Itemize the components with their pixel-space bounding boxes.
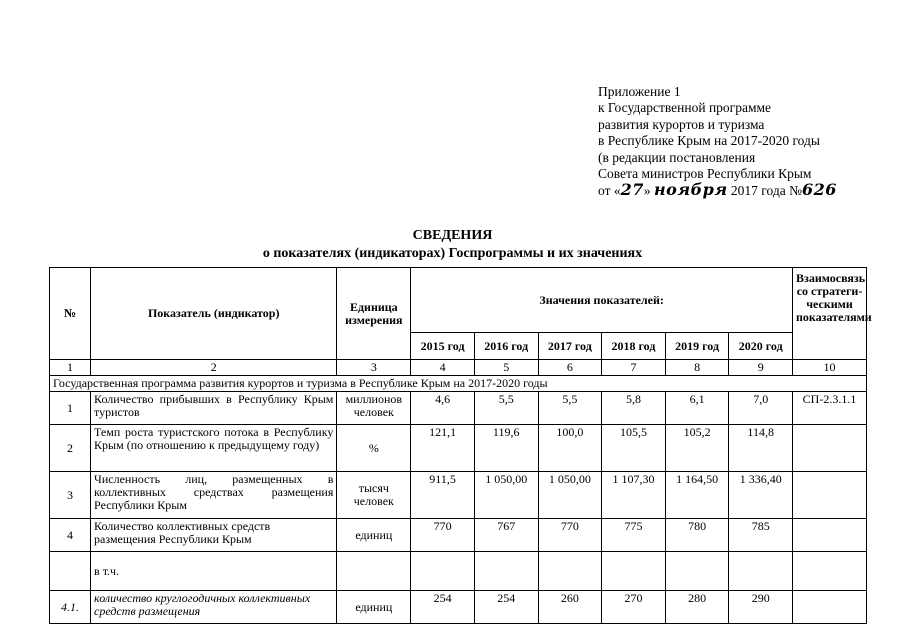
handwritten-day: 27 [620,180,644,200]
row-num: 4.1. [50,591,91,624]
appendix-line: (в редакции постановления [598,149,756,165]
row-value: 254 [474,591,538,624]
header-year: 2016 год [474,333,538,360]
row-indicator: Количество коллективных средств размещения Республики Крым [91,519,337,552]
row-link [793,591,867,624]
table-row [50,425,867,472]
col-number: 10 [793,360,867,376]
appendix-line: Совета министров Республики Крым [598,166,812,182]
date-year: 2017 года № [727,183,802,199]
col-number: 4 [411,360,475,376]
row-value: 121,1 [411,425,475,472]
row-link [793,472,867,519]
row-value: 290 [729,591,793,624]
row-value: 5,5 [474,392,538,425]
appendix-line: Приложение 1 [598,84,681,99]
handwritten-number: 626 [801,180,837,200]
row-value: 770 [411,519,475,552]
row-value: 119,6 [474,425,538,472]
document-title: СВЕДЕНИЯ [412,228,493,243]
row-num: 3 [50,472,91,519]
row-value: 1 107,30 [602,472,666,519]
header-values: Значения показателей: [411,268,793,333]
row-indicator: Численность лиц, размещенных в коллективных средствах размещения Республики Крым [91,472,337,519]
header-year: 2017 год [538,333,602,360]
row-unit: % [337,425,411,472]
row-value: 100,0 [538,425,602,472]
row-value: 1 050,00 [538,472,602,519]
row-indicator: Темп роста туристского потока в Республику Крым (по отношению к предыдущему году) [91,425,337,472]
row-value: 767 [474,519,538,552]
row-value: 770 [538,519,602,552]
row-value [729,552,793,591]
row-value: 785 [729,519,793,552]
program-row [50,376,867,392]
row-value: 5,8 [602,392,666,425]
table-row [50,472,867,519]
row-value: 775 [602,519,666,552]
row-num: 4 [50,519,91,552]
row-link [793,425,867,472]
row-value: 780 [665,519,729,552]
date-prefix: от « [598,183,621,199]
row-indicator: количество круглогодичных коллективных средств размещения [91,591,337,624]
row-value: 105,5 [602,425,666,472]
header-unit: Единица измерения [337,268,411,360]
row-value: 280 [665,591,729,624]
row-num [50,552,91,591]
appendix-line: развития курортов и туризма [598,116,765,132]
col-number: 7 [602,360,666,376]
row-indicator: в т.ч. [91,552,337,591]
row-value [474,552,538,591]
row-value [411,552,475,591]
column-number-row [50,360,867,376]
row-unit: единиц [337,591,411,624]
row-link: СП-2.3.1.1 [793,392,867,425]
row-value: 270 [602,591,666,624]
table-row [50,552,867,591]
header-year: 2015 год [411,333,475,360]
appendix-line: к Государственной программе [598,100,772,116]
row-value: 114,8 [729,425,793,472]
table-row [50,519,867,552]
row-unit: миллионов человек [337,392,411,425]
program-title: Государственная программа развития курортов и туризма в Республике Крым на 2017-2020 годы [50,376,867,392]
row-value [538,552,602,591]
row-value: 1 164,50 [665,472,729,519]
row-link [793,552,867,591]
header-year: 2020 год [729,333,793,360]
row-value: 105,2 [665,425,729,472]
document-subtitle: о показателях (индикаторах) Госпрограммы и их значениях [262,246,643,261]
appendix-date-line [598,182,837,199]
row-value: 5,5 [538,392,602,425]
row-value: 6,1 [665,392,729,425]
table-row [50,392,867,425]
row-unit [337,552,411,591]
col-number: 3 [337,360,411,376]
row-value: 911,5 [411,472,475,519]
row-num: 2 [50,425,91,472]
header-year: 2018 год [602,333,666,360]
row-value: 4,6 [411,392,475,425]
row-unit: тысяч человек [337,472,411,519]
row-value [665,552,729,591]
row-value [602,552,666,591]
row-value: 260 [538,591,602,624]
row-link [793,519,867,552]
header-year: 2019 год [665,333,729,360]
row-unit: единиц [337,519,411,552]
indicators-table [49,267,872,624]
handwritten-month: ноября [654,180,728,200]
row-value: 1 336,40 [729,472,793,519]
row-value: 254 [411,591,475,624]
header-indicator: Показатель (индикатор) [91,268,337,360]
col-number: 6 [538,360,602,376]
col-number: 8 [665,360,729,376]
row-indicator: Количество прибывших в Республику Крым туристов [91,392,337,425]
col-number: 9 [729,360,793,376]
col-number: 5 [474,360,538,376]
row-value: 1 050,00 [474,472,538,519]
table-row [50,591,867,624]
row-num: 1 [50,392,91,425]
row-value: 7,0 [729,392,793,425]
appendix-line: в Республике Крым на 2017-2020 годы [598,133,820,149]
header-link: Взаимосвязь со стратеги-ческими показателями [793,268,867,360]
col-number: 1 [50,360,91,376]
header-num: № [50,268,91,360]
col-number: 2 [91,360,337,376]
appendix-block [598,84,837,200]
date-sep: » [643,183,651,199]
